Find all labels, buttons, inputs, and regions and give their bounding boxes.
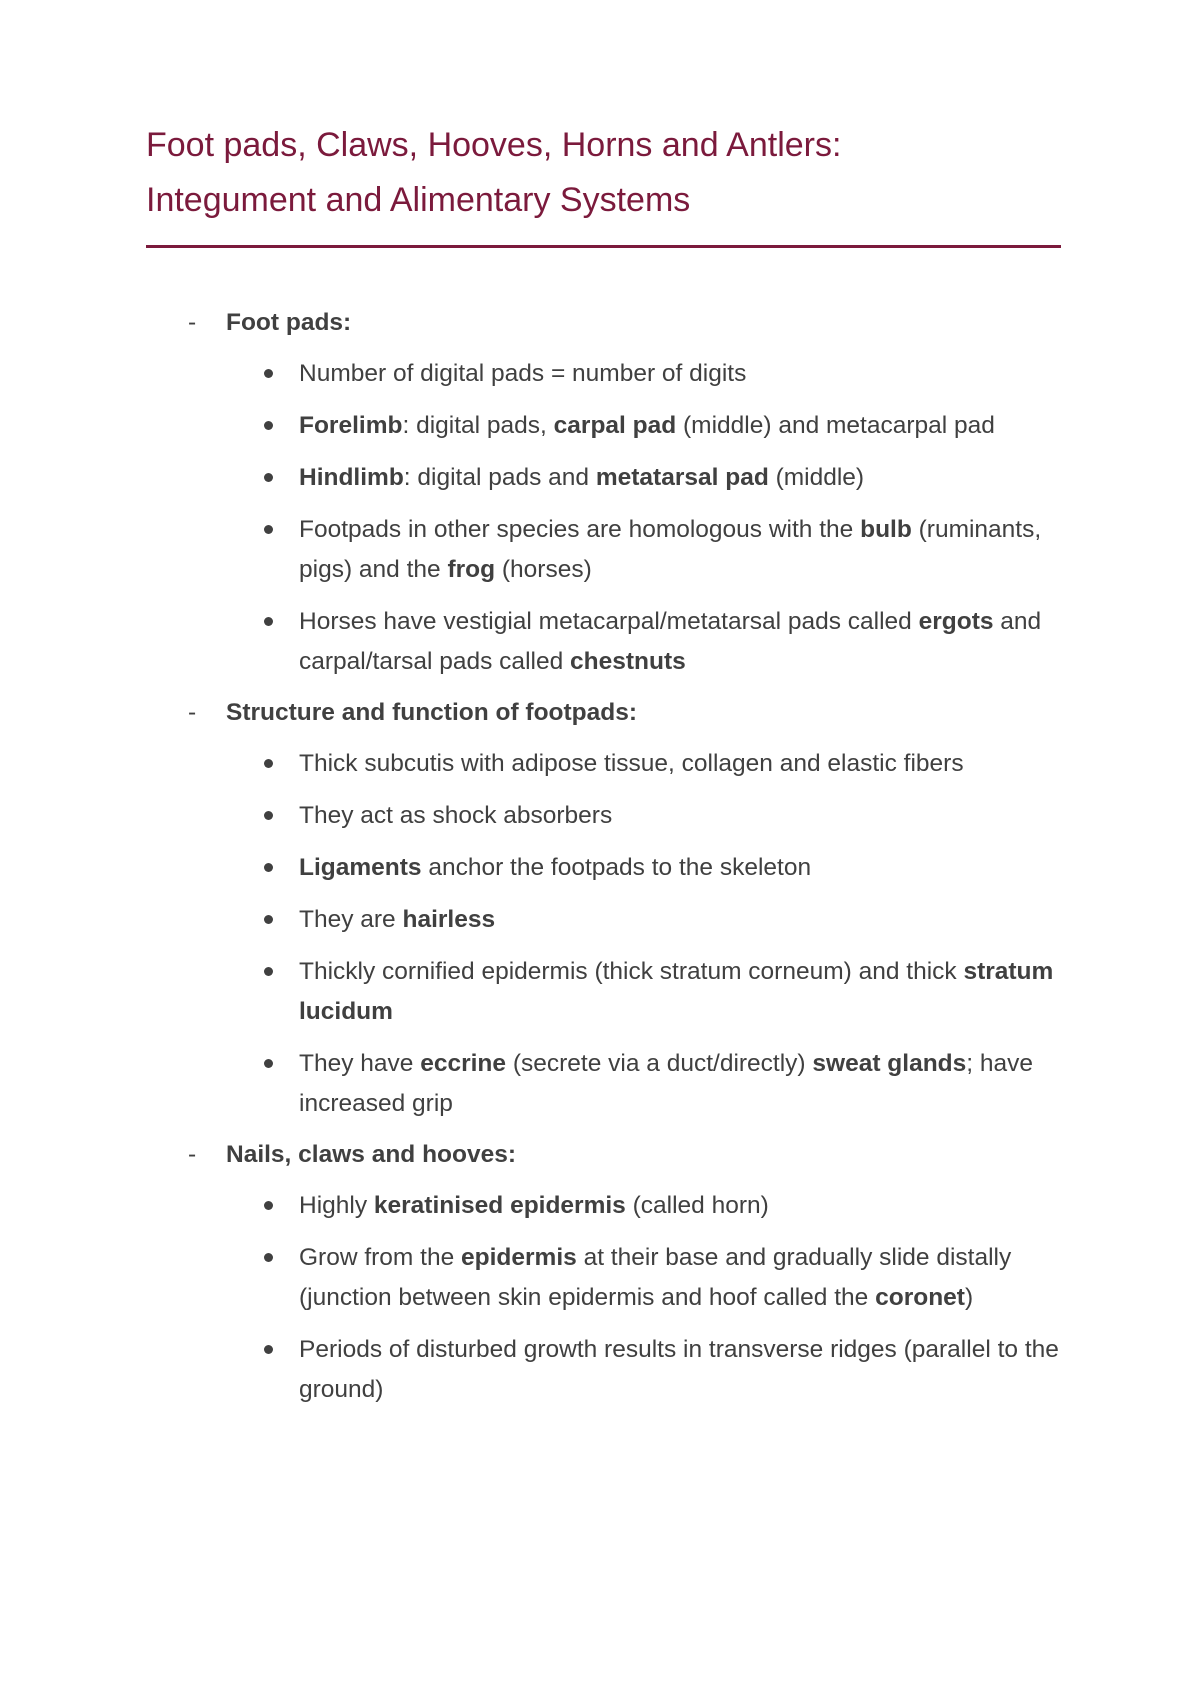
dash-marker: - — [188, 309, 197, 336]
list-item-text: Periods of disturbed growth results in transverse ridges (parallel to the ground) — [299, 1336, 1059, 1403]
list-item — [299, 406, 1069, 446]
bullet-icon — [264, 1201, 273, 1210]
bullet-icon — [264, 1253, 273, 1262]
list-item — [299, 510, 1069, 590]
bullet-icon — [264, 369, 273, 378]
list-item — [299, 1330, 1069, 1410]
bullet-icon — [264, 811, 273, 820]
list-item-text: Highly keratinised epidermis (called horn) — [299, 1192, 769, 1219]
list-item — [299, 458, 1069, 498]
bullet-icon — [264, 617, 273, 626]
list-item — [299, 1238, 1069, 1318]
page-title — [146, 118, 1066, 228]
bullet-icon — [264, 1345, 273, 1354]
list-item-text: Ligaments anchor the footpads to the skeleton — [299, 854, 812, 881]
list-item-text: Hindlimb: digital pads and metatarsal pad (middle) — [299, 464, 865, 491]
list-item — [299, 354, 1069, 394]
list-item-text: They have eccrine (secrete via a duct/directly) sweat glands; have increased grip — [299, 1050, 1033, 1117]
section-heading — [0, 304, 1200, 354]
title-line-2: Integument and Alimentary Systems — [146, 181, 691, 219]
bullet-icon — [264, 759, 273, 768]
list-item — [299, 900, 1069, 940]
list-item-text: They are hairless — [299, 906, 496, 933]
list-item-text: Horses have vestigial metacarpal/metatarsal pads called ergots and carpal/tarsal pads called chestnuts — [299, 608, 1042, 675]
list-item — [299, 848, 1069, 888]
title-underline — [146, 245, 1061, 248]
section-heading-label: Foot pads: — [226, 309, 352, 336]
list-item-text: Forelimb: digital pads, carpal pad (middle) and metacarpal pad — [299, 412, 995, 439]
bullet-icon — [264, 863, 273, 872]
list-item — [299, 1044, 1069, 1124]
list-item — [299, 1186, 1069, 1226]
notes-content — [0, 304, 1200, 1422]
list-item-text: Thickly cornified epidermis (thick stratum corneum) and thick stratum lucidum — [299, 958, 1054, 1025]
section-heading-label: Structure and function of footpads: — [226, 699, 638, 726]
list-item-text: They act as shock absorbers — [299, 802, 613, 829]
bullet-icon — [264, 421, 273, 430]
list-item-text: Number of digital pads = number of digits — [299, 360, 747, 387]
bullet-icon — [264, 473, 273, 482]
bullet-icon — [264, 915, 273, 924]
title-line-1: Foot pads, Claws, Hooves, Horns and Antlers: — [146, 126, 842, 164]
dash-marker: - — [188, 699, 197, 726]
bullet-icon — [264, 525, 273, 534]
list-item-text: Footpads in other species are homologous with the bulb (ruminants, pigs) and the frog (horses) — [299, 516, 1042, 583]
list-item — [299, 744, 1069, 784]
list-item — [299, 796, 1069, 836]
list-item — [299, 602, 1069, 682]
bullet-icon — [264, 967, 273, 976]
list-item — [299, 952, 1069, 1032]
bullet-icon — [264, 1059, 273, 1068]
list-item-text: Grow from the epidermis at their base and gradually slide distally (junction between skin epidermis and hoof called the coronet) — [299, 1244, 1012, 1311]
section-heading-label: Nails, claws and hooves: — [226, 1141, 517, 1168]
dash-marker: - — [188, 1141, 197, 1168]
list-item-text: Thick subcutis with adipose tissue, collagen and elastic fibers — [299, 750, 964, 777]
section-heading — [0, 1136, 1200, 1186]
section-heading — [0, 694, 1200, 744]
